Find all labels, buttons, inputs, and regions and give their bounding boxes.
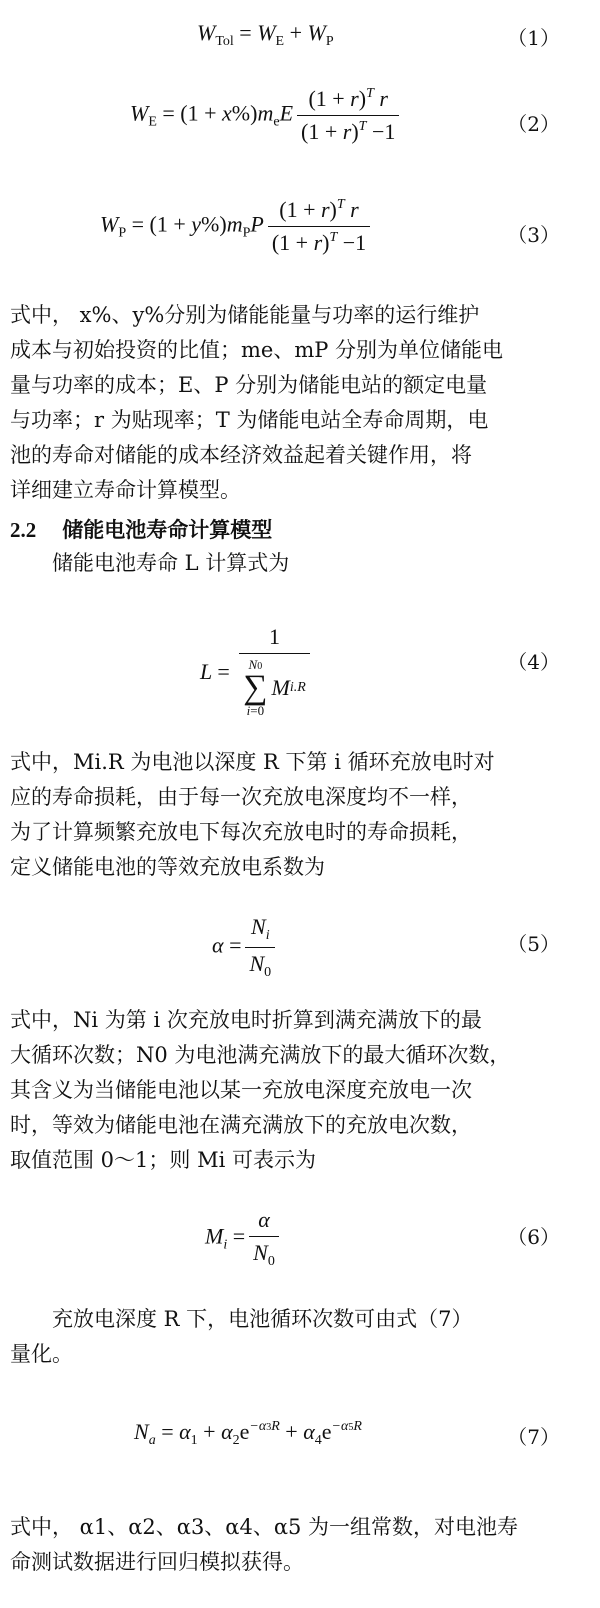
paragraph-4-line: 取值范围 0～1；则 Mi 可表示为 (10, 1148, 316, 1172)
equation-3-number: （3） (507, 223, 560, 247)
section-number: 2.2 (10, 518, 37, 542)
paragraph-4 (10, 1003, 570, 1178)
paragraph-2-line: 储能电池寿命 L 计算式为 (52, 551, 290, 575)
paragraph-6-line: 式中， α1、α2、α3、α4、α5 为一组常数，对电池寿 (10, 1515, 519, 1539)
section-title: 储能电池寿命计算模型 (62, 518, 273, 542)
equation-4-number: （4） (507, 650, 560, 674)
equation-5-number: （5） (507, 932, 560, 956)
paragraph-3-line: 应的寿命损耗，由于每一次充放电深度均不一样， (10, 785, 472, 809)
equation-2-formula: $W_E = (1 + x\%)m_eE$ $\frac{(1 + r)^T r}{(1 + r)^T -1}$ (130, 86, 403, 145)
paragraph-5-line: 量化。 (10, 1342, 73, 1366)
paragraph-5-line: 充放电深度 R 下，电池循环次数可由式（7） (52, 1307, 473, 1331)
paragraph-4-line: 大循环次数；N0 为电池满充满放下的最大循环次数， (10, 1043, 511, 1067)
paragraph-2 (10, 546, 570, 581)
paragraph-4-line: 式中，Ni 为第 i 次充放电时折算到满充满放下的最 (10, 1008, 482, 1032)
equation-1-formula: $W_{Tol} = W_E + W_P$ (197, 20, 334, 49)
equation-1-number: （1） (507, 26, 560, 50)
paragraph-1-line: 量与功率的成本；E、P 分别为储能电站的额定电量 (10, 373, 488, 397)
paragraph-4-line: 其含义为当储能电池以某一充放电深度充放电一次 (10, 1078, 472, 1102)
section-heading (10, 514, 272, 544)
equation-2 (0, 82, 600, 152)
paragraph-3-line: 式中，Mi.R 为电池以深度 R 下第 i 循环充放电时对 (10, 750, 495, 774)
paragraph-3-line: 为了计算频繁充放电下每次充放电时的寿命损耗， (10, 820, 472, 844)
paragraph-1 (10, 298, 570, 508)
equation-6-formula: $M_i$ = $\frac{\alpha}{N_0}$ (205, 1207, 283, 1270)
paragraph-6 (10, 1510, 570, 1580)
equation-5 (0, 912, 600, 978)
equation-4 (0, 620, 600, 740)
paragraph-3 (10, 745, 570, 885)
equation-6 (0, 1205, 600, 1271)
equation-7 (0, 1413, 600, 1457)
paragraph-1-line: 成本与初始投资的比值；me、mP 分别为单位储能电 (10, 338, 504, 362)
paragraph-4-line: 时，等效为储能电池在满充满放下的充放电次数， (10, 1113, 472, 1137)
equation-1 (0, 14, 600, 54)
paragraph-1-line: 详细建立寿命计算模型。 (10, 478, 241, 502)
equation-6-number: （6） (507, 1225, 560, 1249)
paragraph-6-line: 命测试数据进行回归模拟获得。 (10, 1550, 304, 1574)
equation-3-formula: $W_P = (1 + y\%)m_PP$ $\frac{(1 + r)^T r}{(1 + r)^T -1}$ (100, 197, 374, 256)
paragraph-1-line: 式中， x%、y%分别为储能能量与功率的运行维护 (10, 303, 480, 327)
equation-2-number: （2） (507, 112, 560, 136)
equation-4-formula: L = 1 N0 ∑ i=0 M i.R (200, 624, 314, 719)
paragraph-1-line: 与功率；r 为贴现率；T 为储能电站全寿命周期，电 (10, 408, 489, 432)
paragraph-1-line: 池的寿命对储能的成本经济效益起着关键作用，将 (10, 443, 472, 467)
equation-7-formula: $N_a = \alpha_1 + \alpha_2e^{-\alpha 3R} + \alpha_4e^{-\alpha 5R}$ (134, 1419, 362, 1448)
paragraph-5 (10, 1302, 570, 1372)
equation-5-formula: α = $\frac{N_i}{N_0}$ (212, 914, 279, 981)
equation-3 (0, 193, 600, 263)
equation-7-number: （7） (507, 1425, 560, 1449)
paragraph-3-line: 定义储能电池的等效充放电系数为 (10, 855, 325, 879)
